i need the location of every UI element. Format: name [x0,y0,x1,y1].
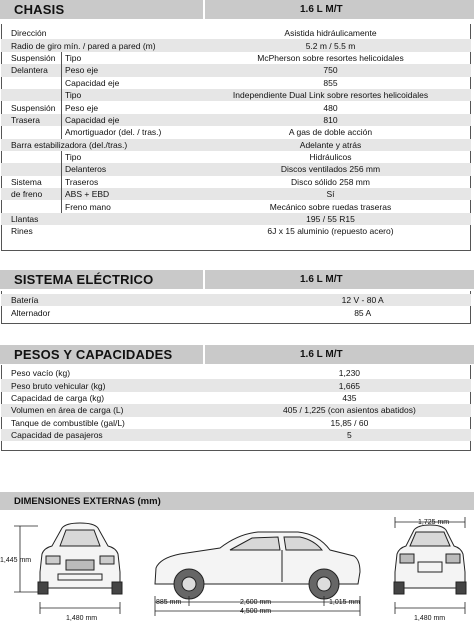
table-row [1,151,471,163]
table-row [1,64,471,76]
side-view-car-drawing [155,532,360,599]
table-row [1,101,471,113]
row-sub-label: Capacidad eje [62,114,191,126]
row-value: 750 [190,64,471,76]
pesos-table [1,367,471,441]
row-value: 810 [190,114,471,126]
row-value: Adelante y atrás [190,139,471,151]
row-group-label: de freno [1,188,62,200]
row-label: Barra estabilizadora (del./tras.) [1,139,190,151]
row-label: Peso bruto vehicular (kg) [1,379,228,391]
pesos-header [0,345,474,364]
row-label: Alternador [11,307,51,318]
row-sub-label: Tipo [62,52,191,64]
row-label: Capacidad de pasajeros [1,429,228,441]
row-value: Mecánico sobre ruedas traseras [269,201,392,212]
row-label: Peso vacío (kg) [11,368,71,379]
row-sub-label: Peso eje [62,101,191,113]
row-label: Volumen en área de carga (L) [1,404,228,416]
table-row [1,163,471,175]
row-value: Disco sólido 258 mm [291,176,370,187]
section-title: SISTEMA ELÉCTRICO [14,272,154,287]
row-value: 1,230 [338,368,361,379]
row-value: 405 / 1,225 (con asientos abatidos) [228,404,471,416]
table-row [1,404,471,416]
row-value: 855 [323,77,338,88]
row-group-label [1,77,62,89]
electrico-table [1,294,471,319]
section-title: DIMENSIONES EXTERNAS (mm) [14,496,161,507]
row-sub-label: Freno mano [62,200,191,212]
table-row [1,139,471,151]
section-title: PESOS Y CAPACIDADES [14,347,173,362]
dimensions-drawing [0,512,474,627]
chasis-header [0,0,474,19]
row-value: 6J x 15 aluminio (repuesto acero) [267,226,394,237]
row-group-label [1,126,62,138]
front-track-label: 1,480 mm [66,615,98,622]
height-label: 1,445 mm [0,557,32,564]
table-row [1,27,471,39]
row-value: 5.2 m / 5.5 m [190,39,471,51]
dimensiones-header [0,492,474,510]
row-sub-label: Peso eje [62,64,191,76]
row-label: Radio de giro mín. / pared a pared (m) [1,39,190,51]
row-value: 85 A [354,307,372,318]
width-label: 1,725 mm [418,519,450,526]
column-label: 1.6 L M/T [300,349,343,360]
row-sub-label: Tipo [62,151,191,163]
row-value: Sí [190,188,471,200]
header-divider [203,0,205,19]
row-group-label [1,163,62,175]
row-sub-label: Tipo [62,89,191,101]
row-value: 5 [228,429,471,441]
row-group-label [1,200,62,212]
table-row [1,367,471,379]
row-value: 1,665 [228,379,471,391]
row-group-label [1,151,62,163]
table-row [1,379,471,391]
table-row [1,392,471,404]
table-row [1,294,471,306]
row-group-label: Trasera [1,114,62,126]
row-label: Rines [11,226,33,237]
row-value: Discos ventilados 256 mm [190,163,471,175]
table-row [1,188,471,200]
column-label: 1.6 L M/T [300,4,343,15]
row-group-label: Suspensión [11,52,56,63]
header-divider [203,270,205,289]
chasis-table [1,27,471,238]
row-group-label: Sistema [11,176,42,187]
table-row [1,417,471,429]
row-value: Asistida hidráulicamente [284,28,377,39]
table-row [1,126,471,138]
table-row [1,213,471,225]
row-value: 195 / 55 R15 [190,213,471,225]
row-sub-label: Capacidad eje [62,77,191,89]
row-value: Hidráulicos [309,152,352,163]
row-group-label: Suspensión [11,102,56,113]
column-label: 1.6 L M/T [300,274,343,285]
wheelbase-label: 2,600 mm [240,599,272,606]
row-value: Independiente Dual Link sobre resortes helicoidales [190,89,471,101]
row-label: Llantas [1,213,190,225]
section-title: CHASIS [14,2,65,17]
row-sub-label: Delanteros [62,163,191,175]
row-value: 435 [342,392,357,403]
electrico-header [0,270,474,289]
row-value: 480 [323,102,338,113]
header-divider [203,345,205,364]
rear-view-car-drawing [394,525,466,594]
table-row [1,200,471,212]
front-view-car-drawing [38,523,122,594]
table-row [1,176,471,188]
row-label: Batería [1,294,254,306]
row-value: 12 V - 80 A [254,294,471,306]
table-row [1,89,471,101]
front-overhang-label: 885 mm [156,599,182,606]
table-row [1,52,471,64]
table-row [1,77,471,89]
row-sub-label: Traseros [62,176,191,188]
row-value: A gas de doble acción [288,127,373,138]
row-label: Capacidad de carga (kg) [11,392,105,403]
row-group-label: Delantera [1,64,62,76]
table-row [1,306,471,318]
length-label: 4,500 mm [240,608,272,615]
table-row [1,39,471,51]
row-label: Tanque de combustible (gal/L) [11,417,125,428]
rear-overhang-label: 1,015 mm [329,599,361,606]
row-group-label [1,89,62,101]
row-value: McPherson sobre resortes helicoidales [257,52,404,63]
table-row [1,225,471,237]
table-row [1,114,471,126]
row-sub-label: Amortiguador (del. / tras.) [62,126,191,138]
row-sub-label: ABS + EBD [62,188,191,200]
row-label: Dirección [11,28,47,39]
table-row [1,429,471,441]
rear-track-label: 1,480 mm [414,615,446,622]
row-value: 15,85 / 60 [330,417,369,428]
